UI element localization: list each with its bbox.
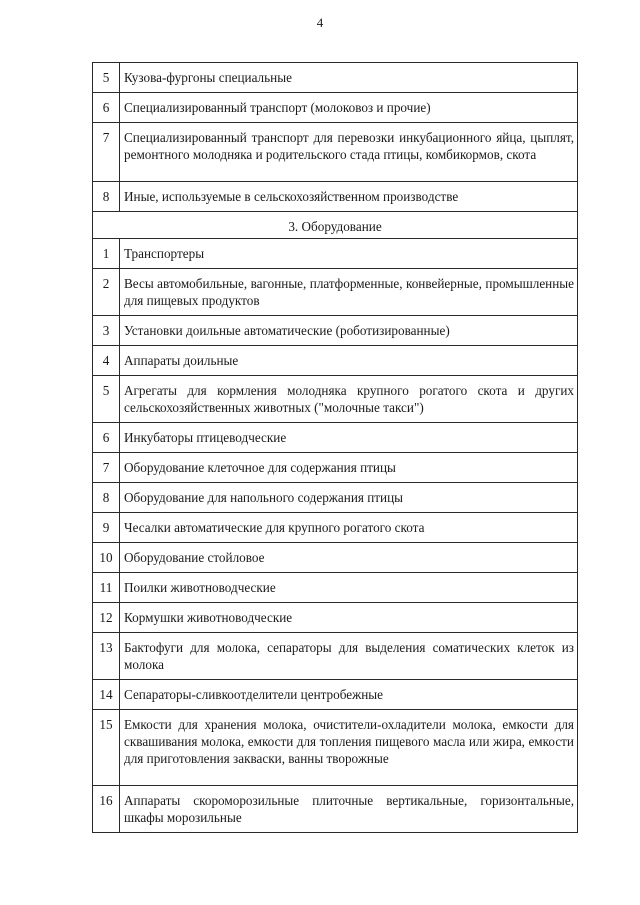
row-text: Оборудование для напольного содержания птицы — [120, 483, 578, 513]
row-number: 2 — [93, 269, 120, 316]
row-number: 5 — [93, 376, 120, 423]
table-row — [93, 123, 578, 182]
row-number: 6 — [93, 93, 120, 123]
row-text: Специализированный транспорт (молоковоз и прочие) — [120, 93, 578, 123]
row-text: Оборудование клеточное для содержания птицы — [120, 453, 578, 483]
row-text: Кузова-фургоны специальные — [120, 63, 578, 93]
table-row — [93, 182, 578, 212]
row-text: Чесалки автоматические для крупного рогатого скота — [120, 513, 578, 543]
row-text: Установки доильные автоматические (роботизированные) — [120, 316, 578, 346]
table-row — [93, 269, 578, 316]
row-text: Аппараты скороморозильные плиточные вертикальные, горизонтальные, шкафы морозильные — [120, 786, 578, 833]
row-number: 15 — [93, 710, 120, 786]
table-row — [93, 376, 578, 423]
row-text: Весы автомобильные, вагонные, платформенные, конвейерные, промышленные для пищевых продуктов — [120, 269, 578, 316]
row-number: 4 — [93, 346, 120, 376]
table-row — [93, 423, 578, 453]
row-text: Сепараторы-сливкоотделители центробежные — [120, 680, 578, 710]
row-number: 7 — [93, 123, 120, 182]
row-number: 12 — [93, 603, 120, 633]
table-row — [93, 453, 578, 483]
table-row — [93, 543, 578, 573]
row-number: 11 — [93, 573, 120, 603]
page-number: 4 — [316, 15, 324, 30]
row-text: Агрегаты для кормления молодняка крупного рогатого скота и других сельскохозяйственных животных ("молочные такси") — [120, 376, 578, 423]
row-number: 5 — [93, 63, 120, 93]
row-number: 16 — [93, 786, 120, 833]
table-row — [93, 93, 578, 123]
table-row — [93, 316, 578, 346]
table-row — [93, 483, 578, 513]
row-number: 13 — [93, 633, 120, 680]
row-text: Транспортеры — [120, 239, 578, 269]
row-text: Аппараты доильные — [120, 346, 578, 376]
row-number: 10 — [93, 543, 120, 573]
row-text: Кормушки животноводческие — [120, 603, 578, 633]
table-row — [93, 346, 578, 376]
row-number: 14 — [93, 680, 120, 710]
row-number: 9 — [93, 513, 120, 543]
row-text: Оборудование стойловое — [120, 543, 578, 573]
table-row — [93, 63, 578, 93]
table-row — [93, 710, 578, 786]
row-text: Емкости для хранения молока, очистители-охладители молока, емкости для сквашивания молока, емкости для топления пищевого масла или жира, емкости для приготовления закваски, ванны творожные — [120, 710, 578, 786]
row-number: 1 — [93, 239, 120, 269]
row-number: 6 — [93, 423, 120, 453]
table-row — [93, 239, 578, 269]
section-row — [93, 212, 578, 239]
table-row — [93, 573, 578, 603]
table-row — [93, 603, 578, 633]
row-number: 7 — [93, 453, 120, 483]
row-number: 3 — [93, 316, 120, 346]
table-row — [93, 633, 578, 680]
row-number: 8 — [93, 483, 120, 513]
row-text: Иные, используемые в сельскохозяйственном производстве — [120, 182, 578, 212]
row-text: Специализированный транспорт для перевозки инкубационного яйца, цыплят, ремонтного молодняка и родительского стада птицы, комбикормов, скота — [120, 123, 578, 182]
row-text: Инкубаторы птицеводческие — [120, 423, 578, 453]
document-table — [92, 62, 578, 833]
table-row — [93, 513, 578, 543]
section-title: 3. Оборудование — [93, 212, 578, 239]
table-row — [93, 786, 578, 833]
row-number: 8 — [93, 182, 120, 212]
table-row — [93, 680, 578, 710]
row-text: Бактофуги для молока, сепараторы для выделения соматических клеток из молока — [120, 633, 578, 680]
row-text: Поилки животноводческие — [120, 573, 578, 603]
